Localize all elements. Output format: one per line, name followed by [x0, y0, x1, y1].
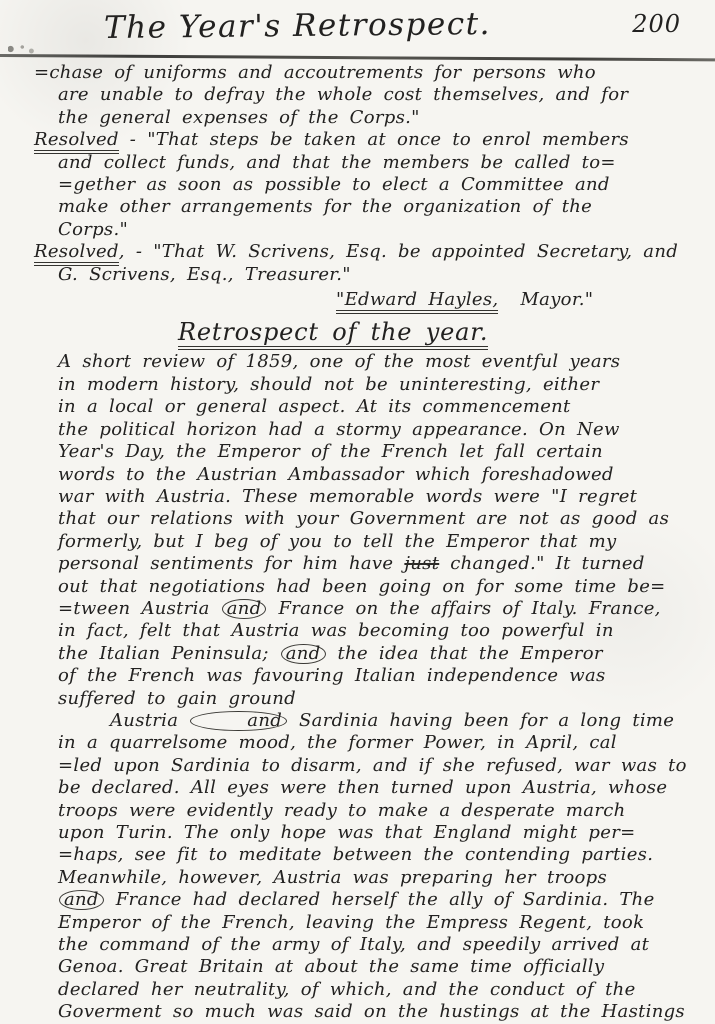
text-segment: the Italian Peninsula;	[58, 642, 280, 664]
text-segment: Goverment so much was said on the hustings at the Hastings	[58, 1001, 685, 1023]
handwritten-line	[58, 822, 685, 844]
circled-and: and	[59, 890, 104, 910]
handwritten-line	[58, 598, 685, 620]
text-segment: declared her neutrality, of which, and the conduct of the	[58, 978, 636, 1000]
text-segment: upon Turin. The only hope was that England might per=	[58, 822, 636, 843]
text-segment: the political horizon had a stormy appearance. On New	[58, 418, 620, 440]
text-segment: that our relations with your Government are not as good as	[58, 508, 670, 530]
handwritten-line	[58, 934, 685, 956]
handwritten-line	[58, 107, 685, 129]
handwritten-line	[58, 777, 685, 799]
handwritten-line	[58, 508, 685, 530]
text-segment: =tween Austria	[58, 597, 221, 619]
text-segment: =haps, see fit to meditate between the contending parties.	[58, 844, 654, 866]
text-segment: and collect funds, and that the members be called to=	[58, 151, 616, 173]
text-segment: personal sentiments for him have	[58, 553, 405, 575]
handwritten-line	[58, 889, 685, 911]
resolved-label: Resolved	[34, 241, 119, 266]
handwritten-line	[58, 912, 685, 934]
text-segment: the idea that the Emperor	[326, 642, 603, 664]
text-segment: Meanwhile, however, Austria was preparing her troops	[58, 866, 608, 888]
text-segment: - "That steps be taken at once to enrol members	[118, 129, 629, 151]
text-segment: suffered to gain ground	[58, 687, 296, 709]
handwritten-line	[58, 844, 685, 866]
handwritten-line	[58, 84, 685, 106]
handwritten-line	[58, 688, 685, 710]
scan-speckle	[8, 44, 34, 54]
handwritten-line	[58, 710, 685, 732]
text-segment: in fact, felt that Austria was becoming too powerful in	[58, 620, 614, 642]
handwritten-line	[58, 464, 685, 486]
text-segment: A short review of 1859, one of the most eventful years	[58, 351, 621, 373]
handwritten-line	[58, 441, 685, 463]
handwritten-line	[58, 620, 685, 642]
page-number: 200	[632, 10, 681, 38]
text-segment: be declared. All eyes were then turned upon Austria, whose	[58, 777, 668, 799]
text-segment: =gether as soon as possible to elect a Committee and	[58, 174, 610, 196]
handwritten-line	[58, 800, 685, 822]
text-segment: are unable to defray the whole cost themselves, and for	[58, 84, 629, 106]
section-heading-retrospect	[30, 318, 685, 346]
circled-and: and	[190, 711, 287, 731]
text-segment: in a quarrelsome mood, the former Power, in April, cal	[58, 732, 617, 754]
handwritten-line	[58, 1001, 685, 1023]
handwritten-line	[58, 219, 685, 241]
text-segment: , - "That W. Scrivens, Esq. be appointed Secretary, and	[118, 241, 679, 263]
text-segment: in a local or general aspect. At its commencement	[58, 396, 571, 418]
text-segment: Emperor of the French, leaving the Empress Regent, took	[58, 911, 645, 933]
handwritten-line	[58, 665, 685, 687]
heading-text: Retrospect of the year.	[178, 318, 488, 350]
text-segment: words to the Austrian Ambassador which foreshadowed	[58, 463, 614, 485]
retrospect-paragraph-2	[30, 710, 685, 1024]
text-segment: out that negotiations had been going on for some time be=	[58, 575, 666, 597]
resolution-appoint-officers	[30, 241, 685, 286]
text-segment: in modern history, should not be uninteresting, either	[58, 373, 600, 395]
handwritten-line	[58, 979, 685, 1001]
retrospect-paragraph-1	[30, 351, 685, 710]
text-segment: France had declared herself the ally of Sardinia. The	[104, 889, 655, 911]
text-segment: Austria	[110, 709, 190, 731]
handwritten-line	[58, 264, 685, 286]
circled-and: and	[281, 644, 326, 664]
handwritten-line	[58, 374, 685, 396]
text-segment: France on the affairs of Italy. France,	[267, 597, 661, 619]
resolved-label: Resolved	[34, 129, 119, 154]
mayor-signature	[30, 289, 685, 311]
text-segment: war with Austria. These memorable words were "I regret	[58, 485, 638, 507]
struck-word: just	[404, 553, 440, 575]
handwritten-line	[58, 956, 685, 978]
resolution-enrol-members	[30, 129, 685, 241]
continued-quote-paragraph	[30, 62, 685, 129]
handwritten-line	[34, 62, 685, 84]
text-segment: the command of the army of Italy, and speedily arrived at	[58, 934, 650, 956]
text-segment: of the French was favouring Italian independence was	[58, 665, 606, 687]
handwritten-line	[58, 576, 685, 598]
handwritten-line	[58, 486, 685, 508]
handwritten-line	[58, 732, 685, 754]
handwritten-line	[58, 531, 685, 553]
text-segment: Corps."	[58, 218, 129, 240]
text-segment: =led upon Sardinia to disarm, and if she refused, war was to	[58, 754, 687, 776]
text-segment: changed." It turned	[439, 553, 645, 575]
handwritten-line	[58, 152, 685, 174]
text-segment: G. Scrivens, Esq., Treasurer."	[58, 263, 351, 285]
signature-title: Mayor."	[498, 289, 594, 311]
handwritten-line	[58, 553, 685, 575]
handwritten-line	[58, 174, 685, 196]
handwritten-line	[58, 196, 685, 218]
handwritten-line	[58, 755, 685, 777]
text-segment: Genoa. Great Britain at about the same time officially	[58, 956, 605, 978]
handwritten-line	[58, 289, 685, 311]
handwritten-line	[58, 867, 685, 889]
circled-and: and	[222, 599, 267, 619]
text-segment: formerly, but I beg of you to tell the Emperor that my	[58, 530, 617, 552]
header-rule	[0, 54, 715, 61]
page-title: The Year's Retrospect.	[103, 5, 492, 47]
handwritten-line	[34, 129, 685, 151]
text-segment: troops were evidently ready to make a desperate march	[58, 799, 626, 821]
text-segment: the general expenses of the Corps."	[58, 106, 420, 128]
handwritten-line	[58, 318, 685, 346]
handwritten-line	[58, 643, 685, 665]
handwritten-line	[58, 419, 685, 441]
handwritten-line	[58, 351, 685, 373]
text-segment: make other arrangements for the organization of the	[58, 196, 593, 218]
handwritten-line	[58, 396, 685, 418]
text-segment: Sardinia having been for a long time	[288, 709, 675, 731]
text-segment: Year's Day, the Emperor of the French let fall certain	[58, 441, 603, 463]
manuscript-body	[30, 62, 685, 1024]
signature-name: "Edward Hayles,	[336, 289, 498, 314]
handwritten-line	[34, 241, 685, 263]
text-segment: =chase of uniforms and accoutrements for persons who	[34, 62, 596, 83]
